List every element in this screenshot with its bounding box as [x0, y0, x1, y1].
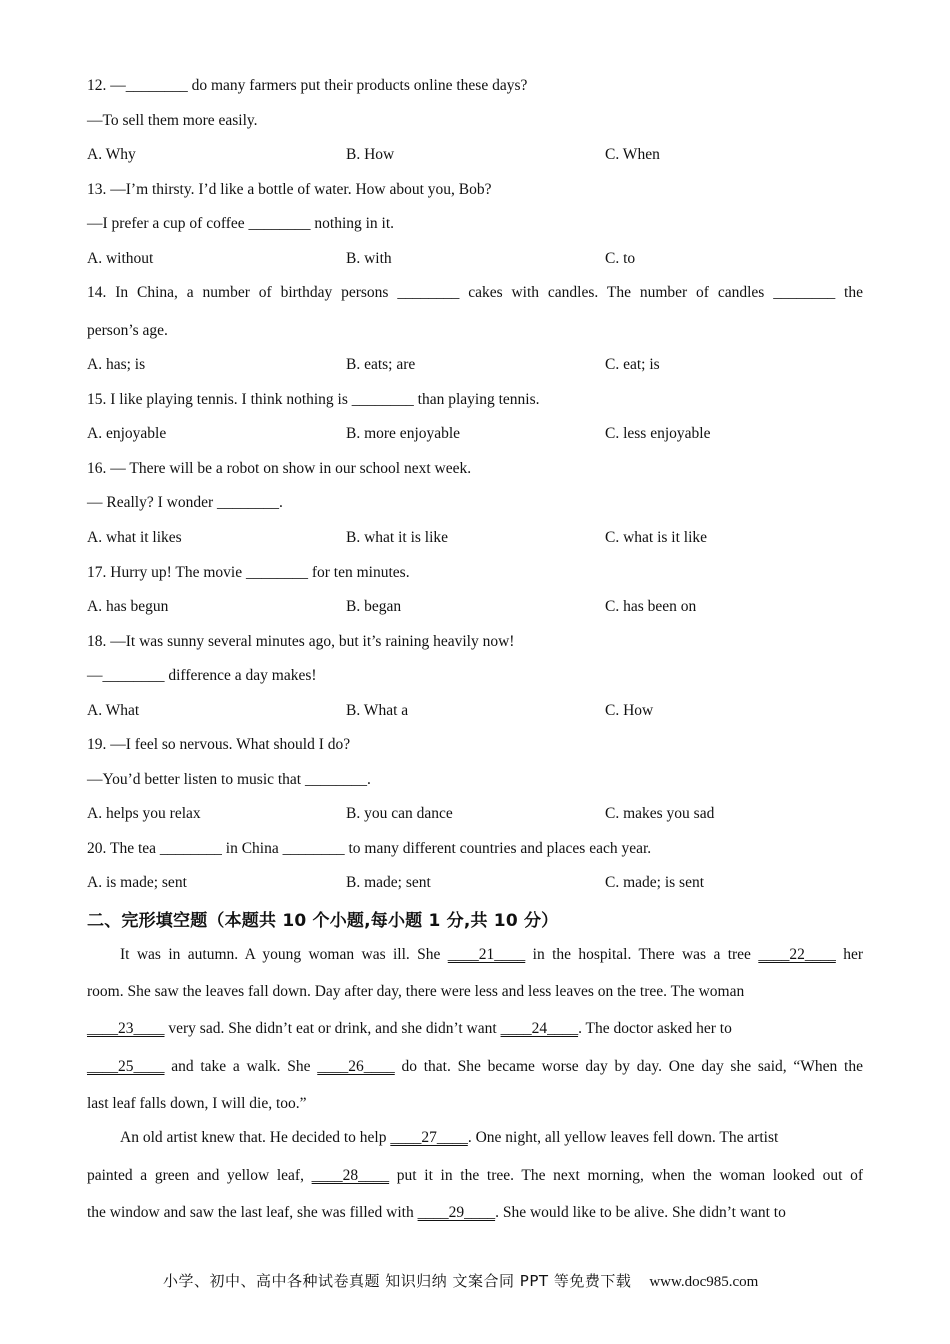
question-12-option-a: A. Why — [87, 146, 136, 163]
question-18-option-a: A. What — [87, 702, 140, 719]
text-run: very sad. She didn’t eat or drink, and she didn’t want — [164, 1020, 501, 1037]
cloze-paragraph-1-line-3 — [87, 1019, 863, 1039]
page-footer — [163, 1270, 758, 1291]
text-run: her — [835, 946, 863, 963]
question-19-option-b: B. you can dance — [346, 805, 453, 822]
question-17-option-a: A. has begun — [87, 598, 169, 615]
text-run: It was in autumn. A young woman was ill. She — [120, 946, 448, 963]
text-run: painted a green and yellow leaf, — [87, 1167, 312, 1184]
text-run: in the hospital. There was a tree — [525, 946, 759, 963]
cloze-paragraph-2-line-2 — [87, 1166, 863, 1186]
question-19-option-a: A. helps you relax — [87, 805, 201, 822]
question-13-option-a: A. without — [87, 250, 154, 267]
question-12-option-b: B. How — [346, 146, 395, 163]
question-12-line-1: 12. —________ do many farmers put their products online these days? — [87, 77, 528, 94]
question-18-option-c: C. How — [605, 702, 654, 719]
footer-url-link[interactable]: www.doc985.com — [649, 1274, 759, 1290]
question-13-line-2: —I prefer a cup of coffee ________ nothing in it. — [87, 215, 395, 232]
cloze-paragraph-2-line-3 — [87, 1203, 863, 1223]
blank-24: ____24____ — [500, 1020, 579, 1037]
question-19-option-c: C. makes you sad — [605, 805, 715, 822]
text-run: . She would like to be alive. She didn’t want to — [495, 1204, 786, 1221]
question-15-option-b: B. more enjoyable — [346, 425, 461, 442]
question-12-line-2: —To sell them more easily. — [87, 112, 258, 129]
question-20-line-1: 20. The tea ________ in China ________ to many different countries and places each year. — [87, 840, 652, 857]
cloze-paragraph-1-line-5: last leaf falls down, I will die, too.” — [87, 1095, 307, 1112]
question-18-line-1: 18. —It was sunny several minutes ago, but it’s raining heavily now! — [87, 633, 515, 650]
question-20-option-a: A. is made; sent — [87, 874, 187, 891]
question-14-option-b: B. eats; are — [346, 356, 416, 373]
question-14-option-a: A. has; is — [87, 356, 146, 373]
cloze-paragraph-1-line-2: room. She saw the leaves fall down. Day after day, there were less and less leaves on the tree. The woman — [87, 983, 745, 1000]
question-16-option-c: C. what is it like — [605, 529, 708, 546]
text-run: put it in the tree. The next morning, when the woman looked out of — [389, 1167, 863, 1184]
text-run: . The doctor asked her to — [578, 1020, 732, 1037]
question-20-option-b: B. made; sent — [346, 874, 431, 891]
question-17-line-1: 17. Hurry up! The movie ________ for ten minutes. — [87, 564, 410, 581]
question-14-line-2: person’s age. — [87, 322, 168, 339]
text-run: An old artist knew that. He decided to help — [120, 1129, 391, 1146]
blank-26: ____26____ — [317, 1058, 395, 1075]
question-13-option-b: B. with — [346, 250, 392, 267]
footer-text: 小学、初中、高中各种试卷真题 知识归纳 文案合同 PPT 等免费下载 — [163, 1272, 632, 1290]
question-12-option-c: C. When — [605, 146, 660, 163]
question-16-line-2: — Really? I wonder ________. — [87, 494, 283, 511]
question-16-line-1: 16. — There will be a robot on show in our school next week. — [87, 460, 472, 477]
section-heading-cloze: 二、完形填空题（本题共 10 个小题,每小题 1 分,共 10 分） — [87, 911, 559, 931]
question-20-option-c: C. made; is sent — [605, 874, 705, 891]
blank-29: ____29____ — [417, 1204, 496, 1221]
question-19-line-1: 19. —I feel so nervous. What should I do? — [87, 736, 351, 753]
question-13-line-1: 13. —I’m thirsty. I’d like a bottle of water. How about you, Bob? — [87, 181, 492, 198]
text-run: and take a walk. She — [164, 1058, 318, 1075]
question-15-line-1: 15. I like playing tennis. I think nothing is ________ than playing tennis. — [87, 391, 540, 408]
blank-22: ____22____ — [758, 946, 836, 963]
question-17-option-b: B. began — [346, 598, 402, 615]
question-17-option-c: C. has been on — [605, 598, 697, 615]
question-16-option-b: B. what it is like — [346, 529, 449, 546]
question-14-line-1: 14. In China, a number of birthday persons ________ cakes with candles. The number of candles ________ the — [87, 284, 863, 301]
blank-28: ____28____ — [311, 1167, 390, 1184]
blank-25: ____25____ — [87, 1058, 165, 1075]
question-18-option-b: B. What a — [346, 702, 409, 719]
cloze-paragraph-2-line-1 — [120, 1128, 863, 1148]
cloze-paragraph-1-line-4 — [87, 1057, 863, 1077]
text-run: the window and saw the last leaf, she was filled with — [87, 1204, 418, 1221]
blank-21: ____21____ — [447, 946, 526, 963]
text-run: . One night, all yellow leaves fell down. The artist — [467, 1129, 779, 1146]
question-13-option-c: C. to — [605, 250, 636, 267]
question-16-option-a: A. what it likes — [87, 529, 182, 546]
cloze-paragraph-1-line-1 — [120, 945, 863, 965]
text-run: do that. She became worse day by day. One day she said, “When the — [394, 1058, 863, 1075]
question-18-line-2: —________ difference a day makes! — [87, 667, 317, 684]
blank-27: ____27____ — [390, 1129, 468, 1146]
question-15-option-a: A. enjoyable — [87, 425, 167, 442]
blank-23: ____23____ — [87, 1020, 165, 1037]
question-14-option-c: C. eat; is — [605, 356, 660, 373]
question-19-line-2: —You’d better listen to music that ________. — [87, 771, 371, 788]
question-15-option-c: C. less enjoyable — [605, 425, 711, 442]
